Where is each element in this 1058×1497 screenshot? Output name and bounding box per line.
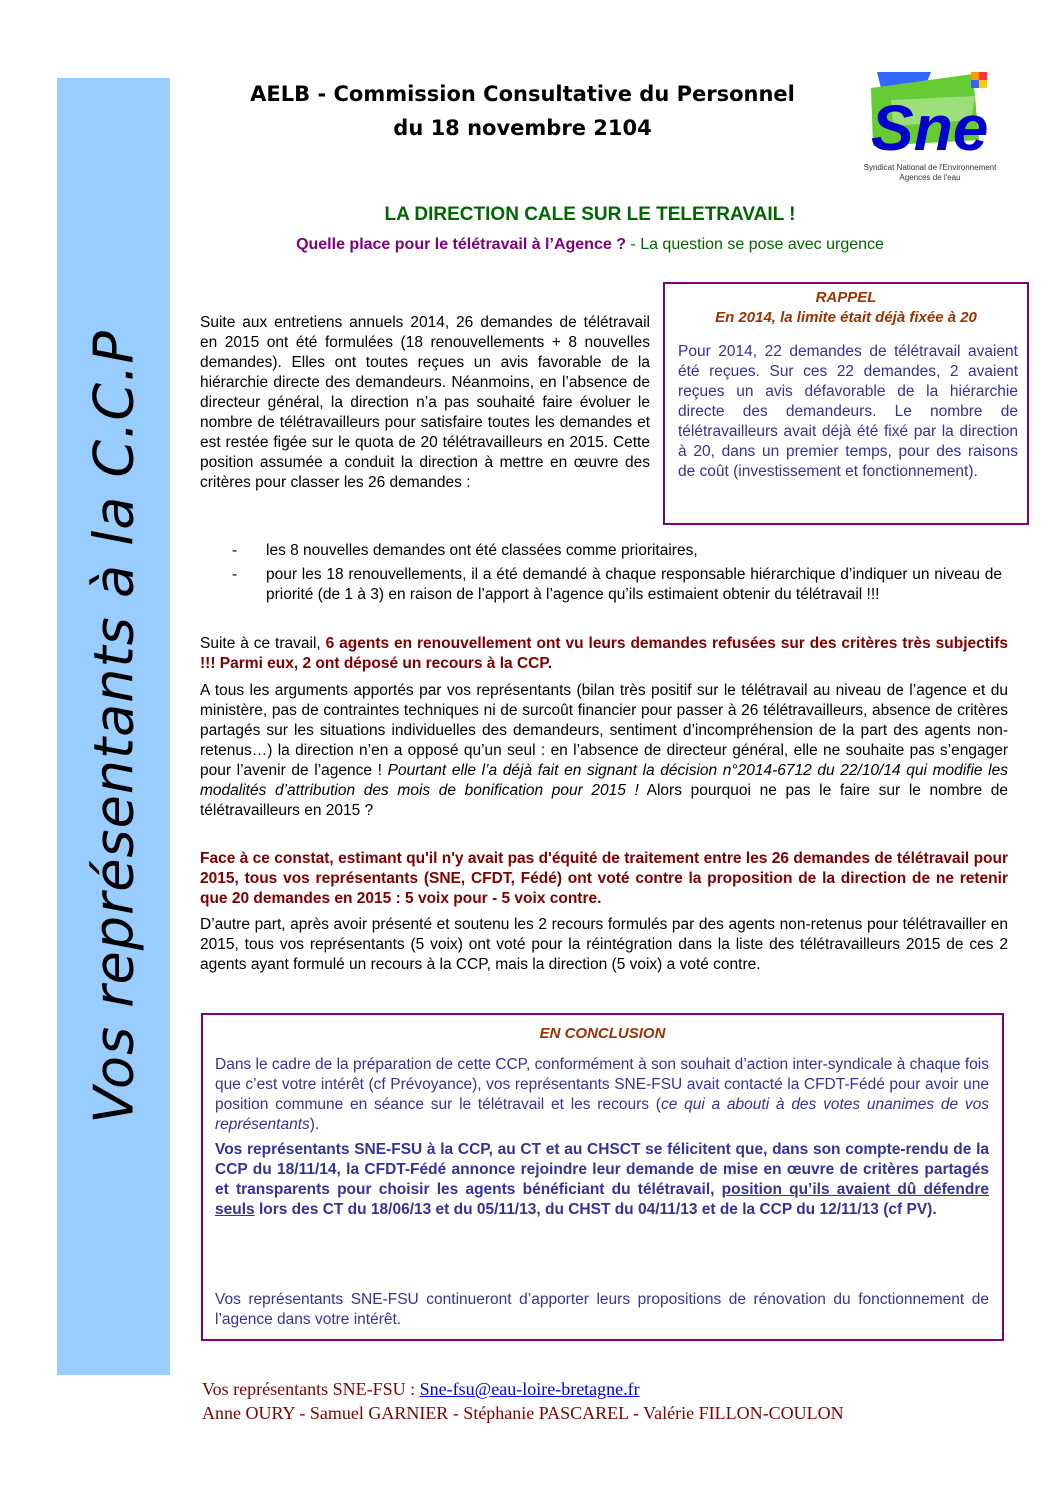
sidebar-band — [57, 78, 170, 1375]
conclusion-paragraph-3: Vos représentants SNE-FSU continueront d’apporter leurs propositions de rénovation du fonctionnement de l’agence dans votre intérêt. — [215, 1291, 989, 1328]
page-subtitle — [200, 236, 980, 254]
subtitle-note: - La question se pose avec urgence — [625, 236, 884, 253]
vote-paragraph: Face à ce constat, estimant qu'il n'y avait pas d'équité de traitement entre les 26 demandes de télétravail pour 2015, tous vos représentants (SNE, CFDT, Fédé) ont voté contre la proposition de la direction de ne retenir que 20 demandes en 2015 : 5 voix pour - 5 voix contre. — [200, 850, 1008, 907]
criteria-list — [232, 541, 1002, 609]
rappel-body: Pour 2014, 22 demandes de télétravail avaient été reçues. Sur ces 22 demandes, 2 avaient reçues un avis défavorable de la hiérarchie directe des demandeurs. Le nombre de télétravailleurs avait déjà été fixé par la direction à 20, dans un premier temps, pour des raisons de coût (investissement et fonctionnement). — [678, 343, 1018, 480]
list-item: - pour les 18 renouvellements, il a été demandé à chaque responsable hiérarchique d’indiquer un niveau de priorité (de 1 à 3) en raison de l’apport à l’agence qu’ils estimaient obtenir du télétravail !!! — [232, 565, 1002, 605]
conclusion-1-italic: ce qui a abouti à des votes unanimes de vos représentants — [215, 1096, 990, 1133]
header-title: AELB - Commission Consultative du Personnel — [250, 82, 795, 106]
list-item: - les 8 nouvelles demandes ont été classées comme prioritaires, — [232, 541, 1002, 561]
footer-label: Vos représentants SNE-FSU : — [202, 1379, 420, 1399]
arguments-end: Alors pourquoi ne pas le faire sur le nombre de télétravailleurs en 2015 ? — [200, 782, 1008, 819]
footer-contact — [202, 1379, 1022, 1400]
conclusion-paragraph-1 — [215, 1055, 989, 1135]
logo-wordmark: Sne — [871, 92, 989, 164]
refusal-lead: Suite à ce travail, — [200, 635, 326, 652]
footer-names: Anne OURY - Samuel GARNIER - Stéphanie PASCAREL - Valérie FILLON-COULON — [202, 1403, 844, 1423]
arguments-italic: Pourtant elle l’a déjà fait en signant la décision n°2014-6712 du 22/10/14 qui modifie les modalités d’attribution des mois de bonification pour 2015 ! — [200, 762, 1009, 799]
sne-logo-graphic — [863, 70, 993, 165]
conclusion-2-end: lors des CT du 18/06/13 et du 05/11/13, du CHST du 04/11/13 et de la CCP du 12/11/13 (cf PV). — [254, 1201, 937, 1218]
conclusion-box — [201, 1013, 1004, 1341]
recours-paragraph: D’autre part, après avoir présenté et soutenu les 2 recours formulés par des agents non-retenus pour télétravailler en 2015, tous vos représentants (5 voix) ont voté pour la réintégration dans la liste des télétravailleurs 2015 de ces 2 agents ayant formulé un recours à la CCP, mais la direction (5 voix) a voté contre. — [200, 916, 1008, 973]
arguments-text: A tous les arguments apportés par vos représentants (bilan très positif sur le télétravail au niveau de l’agence et du ministère, pas de contraintes techniques ni de surcoût financier pour passer à 26 télétravailleurs, absence de critères partagés sur les situations individuelles des demandeurs, sentiment d’incompréhension de la part des agents non-retenus…) la direction n’en a opposé qu’un seul : en l’absence de directeur général, elle ne souhaite pas s’engager pour l’avenir de l’agence ! — [200, 682, 1008, 779]
conclusion-1-text: Dans le cadre de la préparation de cette CCP, conformément à son souhait d’action inter-syndicale à chaque fois que c’est votre intérêt (cf Prévoyance), vos représentants SNE-FSU avait contacté la CFDT-Fédé pour avoir une position commune en séance sur le télétravail et les recours ( — [215, 1056, 989, 1113]
arguments-paragraph — [200, 681, 1008, 821]
conclusion-2-underline: position qu’ils avaient dû défendre seuls — [215, 1181, 989, 1218]
conclusion-paragraph-2 — [215, 1140, 989, 1220]
footer-email-link[interactable]: Sne-fsu@eau-loire-bretagne.fr — [419, 1379, 640, 1399]
page-title: LA DIRECTION CALE SUR LE TELETRAVAIL ! — [384, 204, 796, 225]
subtitle-question: Quelle place pour le télétravail à l’Agence ? — [296, 236, 626, 253]
header-date: du 18 novembre 2104 — [393, 116, 652, 140]
sidebar-title: Vos représentants à la C.C.P — [82, 329, 145, 1124]
intro-paragraph: Suite aux entretiens annuels 2014, 26 demandes de télétravail en 2015 ont été formulées (18 renouvellements + 8 nouvelles demandes). Elles ont toutes reçues un avis favorable de la hiérarchie directe des demandeurs. Néanmoins, en l’absence de directeur général, la direction n’a pas souhaité faire évoluer le nombre de télétravailleurs pour satisfaire toutes les demandes et est restée figée sur le quota de 20 télétravailleurs en 2015. Cette position assumée a conduit la direction à mettre en œuvre des critères pour classer les 26 demandes : — [200, 314, 650, 491]
conclusion-title: EN CONCLUSION — [539, 1025, 666, 1042]
rappel-subtitle: En 2014, la limite était déjà fixée à 20 — [715, 309, 977, 326]
logo-caption: Syndicat National de l'Environnement Agences de l'eau — [863, 163, 997, 182]
refusal-highlight: 6 agents en renouvellement ont vu leurs demandes refusées sur des critères très subjectifs !!! Parmi eux, 2 ont déposé un recours à la CCP. — [200, 635, 1008, 672]
refusal-paragraph — [200, 634, 1008, 674]
conclusion-2-start: Vos représentants SNE-FSU à la CCP, au CT et au CHSCT se félicitent que, dans son compte-rendu de la CCP du 18/11/14, la CFDT-Fédé annonce rejoindre leur demande de mise en œuvre de critères partagés et transparents pour choisir les agents bénéficiant du télétravail, — [215, 1141, 989, 1198]
rappel-box — [663, 282, 1029, 525]
conclusion-1-end: ). — [309, 1116, 320, 1133]
rappel-title: RAPPEL — [815, 289, 877, 306]
